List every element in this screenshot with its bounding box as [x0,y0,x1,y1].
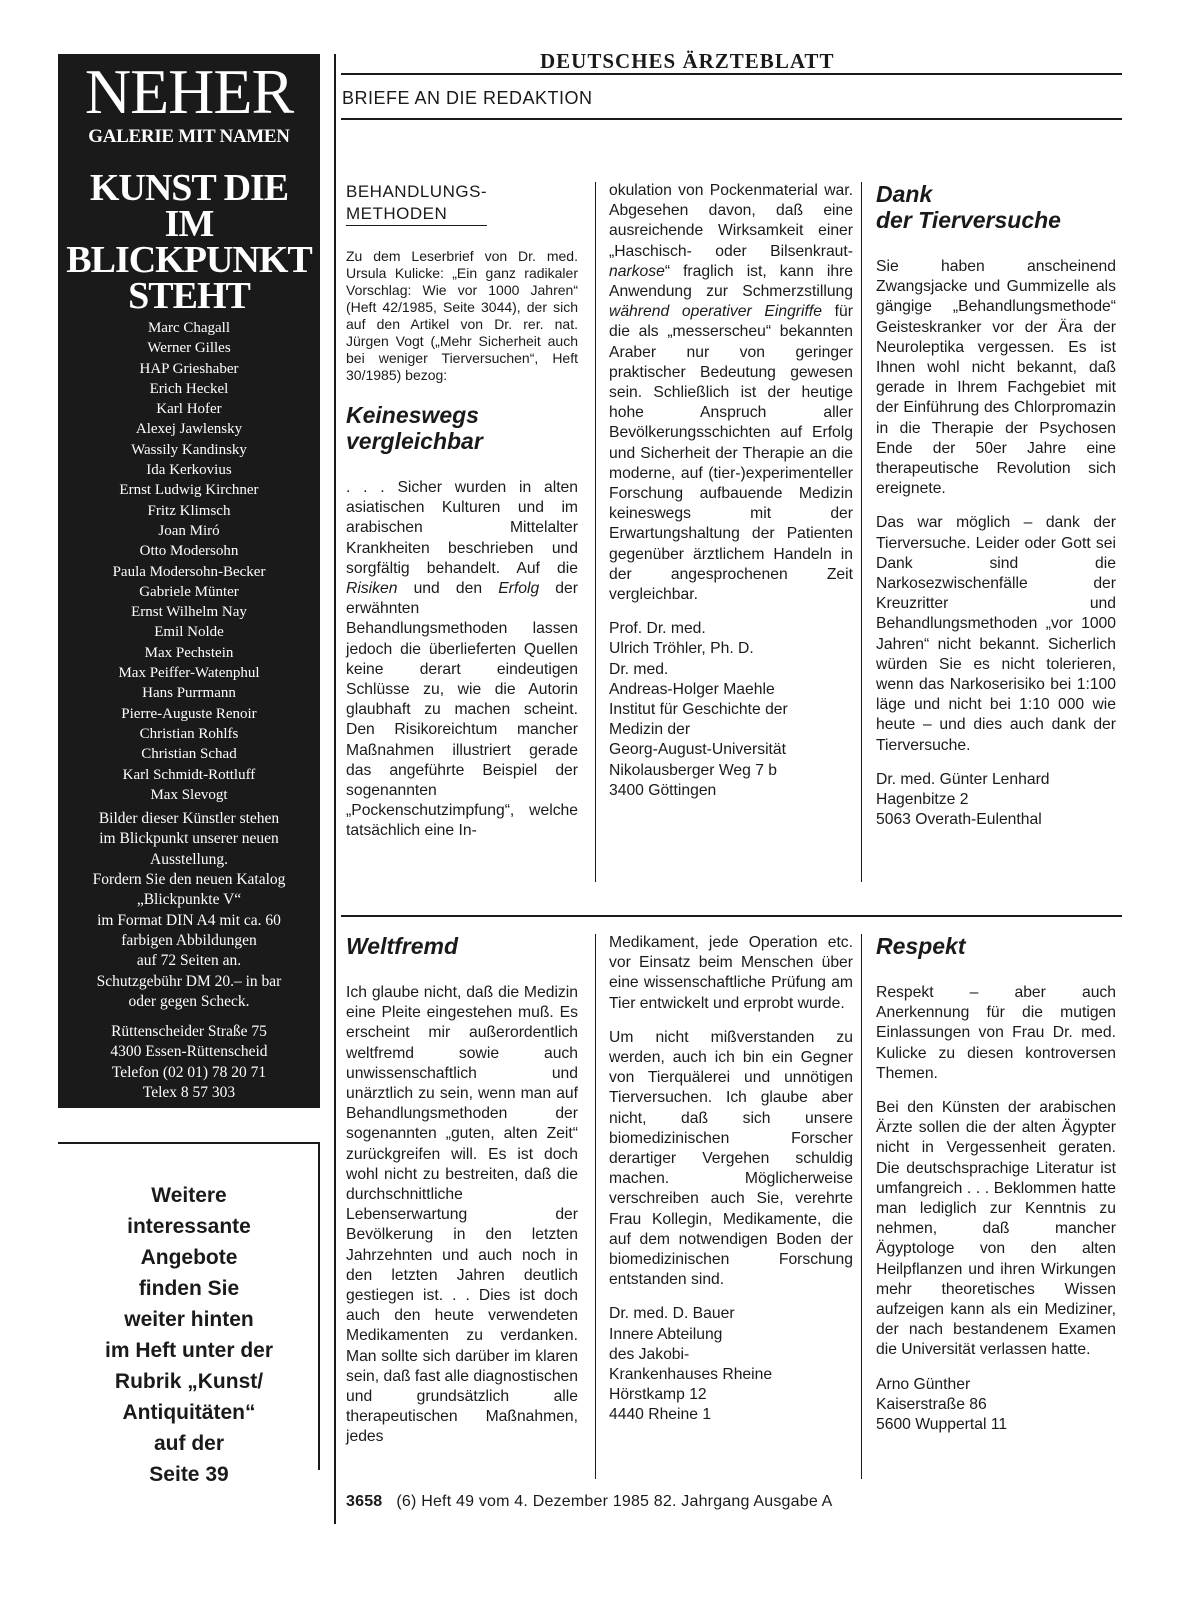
signature-line: Ulrich Tröhler, Ph. D. [609,640,754,658]
body-text: . . . Sicher wurden in alten asiatischen Kulturen und im arabischen Mittelalter Krankheiten beschrieben und sorgfältig behandelt. Auf die [346,479,578,577]
signature-line: des Jakobi- [609,1345,690,1363]
letter-column [346,933,578,1448]
signature-line: Dr. med. Günter Lenhard [876,770,1050,788]
emphasis: Risiken [346,580,398,598]
ad-subtitle: GALERIE MIT NAMEN [88,126,290,147]
promo-line: auf der [153,1432,224,1455]
emphasis: Erfolg [498,580,540,598]
ad-artist: Max Slevogt [150,786,228,803]
signature [609,619,853,801]
rubric-line: METHODEN [346,204,448,223]
promo-line: weiter hinten [124,1308,254,1331]
page-footer [346,1493,833,1511]
promo-line: Seite 39 [149,1463,229,1486]
heading-line: vergleichbar [346,428,483,454]
ad-text-line: auf 72 Seiten an. [136,952,242,970]
ad-artist: Max Pechstein [144,644,234,661]
emphasis: während operativer Eingriffe [609,303,822,321]
ad-artist: Gabriele Münter [139,583,239,600]
signature-line: Hörstkamp 12 [609,1386,707,1404]
ad-address-line: Telefon (02 01) 78 20 71 [111,1063,267,1081]
signature-line: Kaiserstraße 86 [876,1395,987,1413]
letter-body: Ich glaube nicht, daß die Medizin eine Pleite eingestehen muß. Es erscheint mir außerordentlich weltfremd sowie auch unwissenschaftlich und unärztlich zu sein, wenn man auf Behandlungsmethoden der sogenannten „guten, alten Zeit“ zurückgreifen will. Es ist doch wohl nicht zu bestreiten, daß die durchschnittliche Lebenserwartung der Bevölkerung in den letzten Jahrzehnten und auch noch in den letzten Jahren deutlich gestiegen ist. . . Dies ist doch auch den heute verwendeten Medikamenten zu verdanken. Man sollte sich darüber im klaren sein, daß fast alle diagnostischen und grundsätzlich alle therapeutischen Maßnahmen, jedes [346,984,578,1446]
letter-body-continued [609,181,853,605]
signature-line: Dr. med. [609,660,669,678]
signature-line: 5063 Overath-Eulenthal [876,811,1042,829]
letter-column [876,181,1116,830]
ad-artist: Christian Schad [141,746,237,763]
promo-line: interessante [127,1215,251,1238]
issue-info: (6) Heft 49 vom 4. Dezember 1985 82. Jahrgang Ausgabe A [396,1493,833,1510]
ad-artist: Ernst Ludwig Kirchner [119,482,259,499]
ad-artist: Werner Gilles [147,340,231,357]
ad-headline-line: IM [164,203,214,245]
letter-body: Bei den Künsten der arabischen Ärzte sollen die der alten Ägypter nicht in Vergessenheit geraten. Die deutschsprachige Literatur ist umfangreich . . . Beklommen hatte man lediglich zur Kenntnis zu nehmen, daß mancher Ägyptologe von den alten Heilpflanzen und ihren Wirkungen mehr theoretisches Wissen aufzeigen kann als ein Mediziner, der nach bestandenem Examen die Universität verlassen hatte. [876,1099,1116,1359]
signature-line: Nikolausberger Weg 7 b [609,761,778,779]
reference-note: Zu dem Leserbrief von Dr. med. Ursula Kulicke: „Ein ganz radikaler Vorschlag: Wie vor 1000 Jahren“ (Heft 42/1985, Seite 3044), der sich auf den Artikel von Dr. rer. nat. Jürgen Vogt („Mehr Sicherheit auch bei weniger Tierversuchen“, Heft 30/1985) bezog: [346,248,578,383]
heading-line: Dank [876,181,933,207]
ad-artist: Marc Chagall [147,320,231,336]
ad-artist: Wassily Kandinsky [131,441,247,458]
body-text: “ fraglich ist, kann ihre Anwendung zur Schmerzstillung [609,262,853,301]
ad-address [58,1022,320,1103]
ad-text-line: Ausstellung. [150,850,228,868]
ad-catalog-text [58,809,320,1012]
letter-heading [346,402,578,454]
ad-headline-line: KUNST DIE [89,167,289,209]
column-rule [595,934,596,1479]
signature-line: Innere Abteilung [609,1325,723,1343]
ad-headline-line: STEHT [128,275,250,317]
letter-heading [876,181,1116,233]
promo-top-rule [58,1142,320,1144]
signature-line: Arno Günther [876,1375,971,1393]
ad-address-line: Rüttenscheider Straße 75 [111,1023,267,1041]
ad-artist: Alexej Jawlensky [135,421,243,438]
promo-line: Weitere [151,1184,227,1207]
promo-line: im Heft unter der [104,1339,274,1362]
letter-heading: Respekt [876,933,966,959]
section-title: BRIEFE AN DIE REDAKTION [342,88,593,108]
ad-text-line: oder gegen Scheck. [128,992,250,1010]
signature-line: Krankenhauses Rheine [609,1366,773,1384]
ad-artist: Joan Miró [158,522,220,539]
ad-artist: Otto Modersohn [139,543,239,560]
ad-text-line: im Blickpunkt unserer neuen [99,830,279,848]
ad-address-line: Telex 8 57 303 [142,1083,236,1101]
signature [876,770,1116,831]
letter-column [609,181,853,801]
signature-line: Georg-August-Universität [609,741,786,759]
column-rule [861,182,862,882]
masthead: DEUTSCHES ÄRZTEBLATT [540,49,835,73]
ad-headline-line: BLICKPUNKT [66,239,312,281]
ad-address-line: 4300 Essen-Rüttenscheid [110,1043,268,1061]
signature-line: 4440 Rheine 1 [609,1406,712,1424]
signature-line: Andreas-Holger Maehle [609,680,775,698]
header-rule [341,118,1122,120]
ad-artist: Christian Rohlfs [139,725,239,742]
letter-body: Das war möglich – dank der Tierversuche. Leider oder Gott sei Dank sind die Narkosezwischenfälle der Kreuzritter und Behandlungsmethoden „vor 1000 Jahren“ nicht bekannt. Sicherlich würden Sie es nicht tolerieren, wenn das Narkoserisiko bei 1:100 läge und nicht bei 1:10 000 wie heute – und dies auch dank der Tierversuche. [876,514,1116,754]
body-text: für die als „messerscheu“ bekannten Araber nur von geringer praktischer Bedeutung gewesen sein. Schließlich ist der heutige hohe Anspruch aller Bevölkerungsschichten auf Erfolg und Sicherheit der Therapie an die moderne, auf (tier-)experimenteller Forschung aufbauende Medizin keineswegs mit der Erwartungshaltung der Patienten gegenüber ärztlichem Handeln in der angesprochenen Zeit vergleichbar. [609,303,853,604]
letter-body-continued: Medikament, jede Operation etc. vor Einsatz beim Menschen über eine wissenschaftliche Prüfung am Tier entwickelt und erprobt wurde. [609,934,853,1012]
signature [609,1304,853,1425]
letter-column [346,181,578,842]
ad-artist: Emil Nolde [154,624,224,641]
ad-text-line: farbigen Abbildungen [121,931,257,949]
ad-artist: Ernst Wilhelm Nay [131,604,247,621]
signature-line: Hagenbitze 2 [876,791,969,809]
ad-text-line: Fordern Sie den neuen Katalog [92,871,286,889]
signature-line: Medizin der [609,721,691,739]
promo-line: Rubrik „Kunst/ [114,1370,264,1393]
rubric [346,181,487,226]
ad-text-line: Bilder dieser Künstler stehen [98,810,280,828]
promo-line: Angebote [140,1246,238,1269]
promo-box [58,1142,320,1486]
letter-column [609,933,853,1426]
ad-artist-list [58,318,320,805]
ad-artist: Max Peiffer-Watenphul [118,665,260,682]
page-number: 3658 [346,1493,383,1510]
promo-text [58,1180,320,1490]
signature-line: 5600 Wuppertal 11 [876,1416,1008,1434]
column-rule [595,182,596,882]
ad-artist: Ida Kerkovius [146,462,232,479]
signature-line: Institut für Geschichte der [609,701,788,719]
promo-line: finden Sie [138,1277,240,1300]
ad-artist: Fritz Klimsch [147,502,231,519]
page-divider [334,54,336,1524]
letter-body: Sie haben anscheinend Zwangsjacke und Gummizelle als gängige „Behandlungsmethode“ Geisteskranker vor der Ära der Neuroleptika vergessen. Es ist Ihnen wohl nicht bekannt, daß gerade in Ihrem Fachgebiet mit der Einführung des Chlorpromazin in die Therapie der Psychosen Ende der 50er Jahre eine therapeutische Revolution sich ereignete. [876,258,1116,498]
emphasis: narkose [609,262,665,280]
body-text: okulation von Pockenmaterial war. Abgesehen davon, daß eine ausreichende Wirksamkeit einer „Haschisch- oder Bilsenkraut- [609,182,853,260]
signature-line: Prof. Dr. med. [609,620,706,638]
letter-body: Um nicht mißverstanden zu werden, auch ich bin ein Gegner von Tierquälerei und unnötigen Tierversuchen. Ich glaube aber nicht, daß sich unsere biomedizinischen Forscher derartiger Vergehen schuldig machen. Möglicherweise verschreiben auch Sie, verehrte Frau Kollegin, Medikamente, die auf dem notwendigen Boden der biomedizinischen Forschung entstanden sind. [609,1028,853,1289]
rubric-line: BEHANDLUNGS- [346,182,488,201]
ad-artist: Karl Hofer [156,401,222,418]
ad-artist: Hans Purrmann [142,685,236,702]
row-separator [341,915,1122,917]
promo-line: Antiquitäten“ [122,1401,256,1424]
signature [876,1375,1116,1436]
ad-artist: Pierre-Auguste Renoir [121,705,257,722]
column-rule [861,934,862,1479]
ad-artist: Karl Schmidt-Rottluff [122,766,256,783]
letter-heading: Weltfremd [346,933,459,959]
body-text: der erwähnten Behandlungsmethoden lassen jedoch die überlieferten Quellen keine derart eindeutigen Schlüsse zu, wie die Autorin glaubhaft zu machen scheint. Den Risikoreichtum mancher Maßnahmen illustriert gerade das angeführte Beispiel der sogenannten „Pockenschutzimpfung“, welche tatsächlich eine In- [346,580,578,840]
body-text: und den [397,580,499,598]
ad-text-line: „Blickpunkte V“ [136,891,242,909]
heading-line: der Tierversuche [876,207,1061,233]
letter-column [876,933,1116,1435]
heading-line: Keineswegs [346,402,479,428]
ad-artist: Paula Modersohn-Becker [112,563,266,580]
ad-artist: HAP Grieshaber [139,360,239,377]
ad-artist: Erich Heckel [149,380,229,397]
signature-line: 3400 Göttingen [609,781,717,799]
ad-text-line: im Format DIN A4 mit ca. 60 [97,911,281,929]
gallery-advertisement [58,54,320,1108]
letter-body [346,478,578,842]
letter-body: Respekt – aber auch Anerkennung für die mutigen Einlassungen von Frau Dr. med. Kulicke zu diesen kontroversen Themen. [876,984,1116,1082]
ad-headline [58,167,320,317]
ad-brand: NEHER [84,56,294,127]
header-rule [341,73,1122,75]
signature-line: Dr. med. D. Bauer [609,1305,735,1323]
ad-text-line: Schutzgebühr DM 20.– in bar [96,972,282,990]
